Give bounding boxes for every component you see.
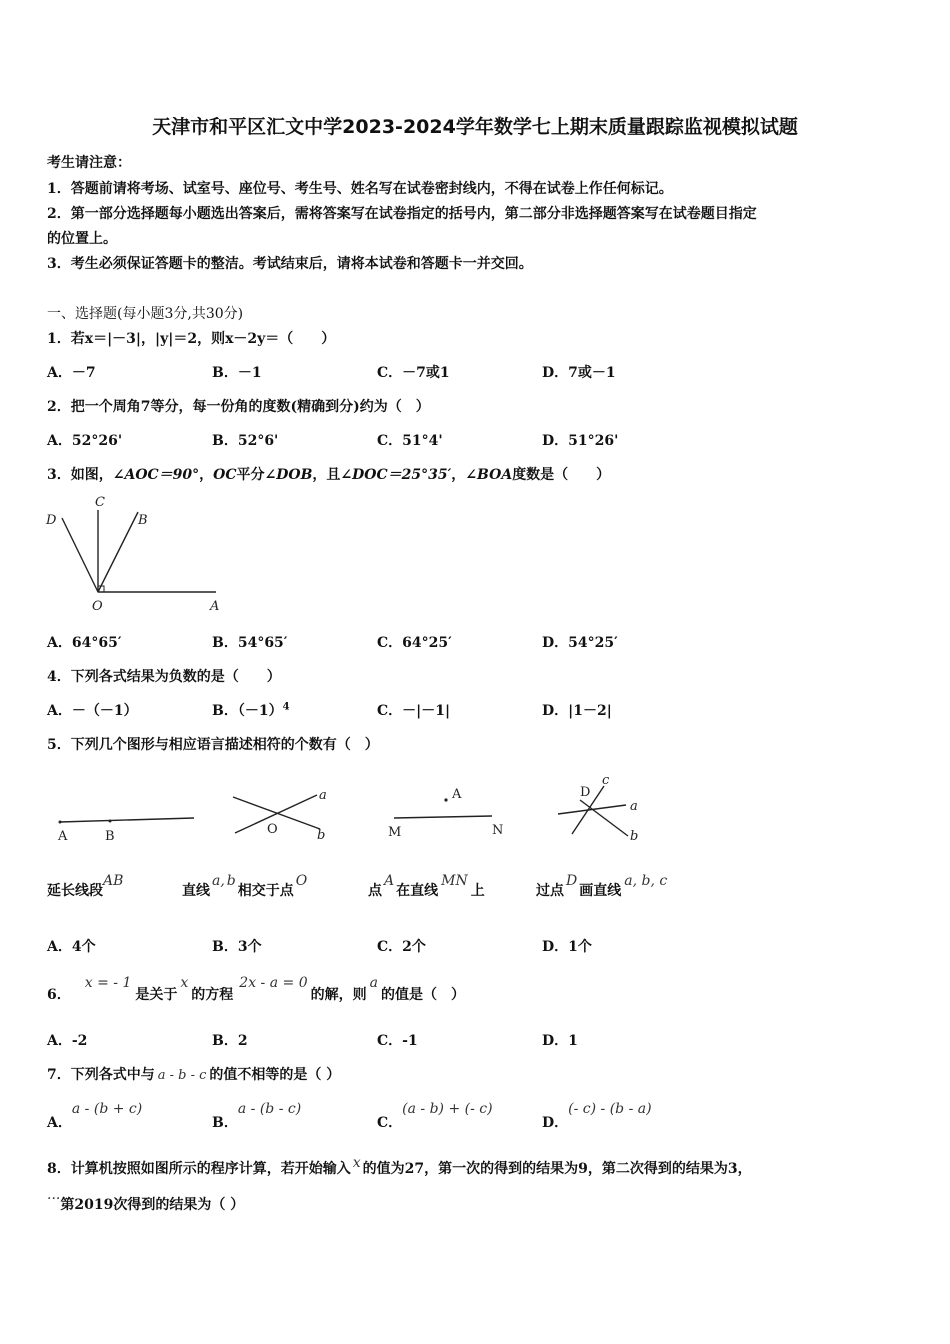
label-a: A [58,829,68,844]
q3-stem-part: ， [451,467,466,483]
line-a [558,805,626,814]
label-b: b [630,829,639,844]
caption-text: 延长线段 [47,883,103,899]
q4-option-a: A．－（－1） [47,703,138,719]
notice-item-2: 2．第一部分选择题每小题选出答案后，需将答案写在试卷指定的括号内，第二部分非选择题答案写在试卷题目指定 [47,206,757,222]
q1-stem: 1．若x＝|－3|，|y|＝2，则x－2y＝（ ） [47,331,336,347]
q6-option-d: D．1 [542,1033,578,1049]
caption-text: 过点 [536,883,564,899]
ray-ob [98,512,138,592]
caption-math: b [226,873,236,889]
q6-math: 2x - a = 0 [239,975,308,991]
caption-math: AB [103,873,124,889]
q4-option-b [212,700,290,720]
caption-text: 上 [470,883,485,899]
q1-option-c: C．－7或1 [377,365,450,381]
caption-text: 在直线 [396,883,439,899]
q5-figure-1 [50,800,210,860]
label-b: B [138,513,148,528]
option-math: (a - b) + (- c) [402,1101,493,1117]
page-title: 天津市和平区汇文中学2023-2024学年数学七上期末质量跟踪监视模拟试题 [152,116,798,138]
caption-math: O [295,873,308,889]
label-a: a [630,799,638,814]
q6-math: x [180,975,189,991]
q3-stem-part: 平分 [236,467,265,483]
q5-caption-1 [47,873,124,900]
q4-option-c: C．－|－1| [377,703,451,719]
q5-caption-2 [182,873,308,900]
option-label: D． [542,1115,569,1131]
label-o: O [92,599,103,614]
caption-text: 直线 [182,883,210,899]
q6-option-a: A．-2 [47,1033,88,1049]
q3-stem-math: ∠DOB [264,467,313,483]
q5-figure-4 [550,772,660,852]
q6-text: 的方程 [191,987,234,1003]
q3-option-a: A．64°65′ [47,635,122,651]
segment-ab-extended [60,818,194,822]
caption-math: a, [212,873,225,889]
option-label: C． [377,1115,403,1131]
label-a: A [452,787,462,802]
caption-math: a, b, c [624,873,668,889]
option-math: a - (b - c) [237,1101,302,1117]
notice-item-1: 1．答题前请将考场、试室号、座位号、考生号、姓名写在试卷密封线内，不得在试卷上作任何标记。 [47,181,673,197]
q7-stem [47,1064,340,1084]
q5-option-d: D．1个 [542,939,592,955]
q5-figure-3 [380,780,520,850]
caption-math: D [566,873,578,889]
q8-ellipsis: ··· [47,1191,61,1207]
caption-text: 点 [368,883,382,899]
q8-text: 的值为27，第一次的得到的结果为9，第二次得到的结果为3， [362,1161,752,1177]
q5-figure-2 [225,785,355,855]
q3-stem-math: ∠AOC＝90° [112,467,200,483]
q7-math: a - b - c [157,1068,207,1083]
q2-option-b: B．52°6' [212,433,279,449]
q6-stem [47,975,465,1004]
q2-option-a: A．52°26' [47,433,123,449]
q6-option-c: C．-1 [377,1033,418,1049]
section-heading: 一、选择题(每小题3分,共30分) [47,306,244,322]
q2-stem: 2．把一个周角7等分，每一份角的度数(精确到分)约为（ ） [47,399,430,415]
q6-text: 的值是（ ） [380,987,465,1003]
q6-text: 的解，则 [310,987,367,1003]
q7-option-a [47,1101,143,1132]
q8-text: 第2019次得到的结果为（ ） [60,1197,245,1213]
q6-math: a [369,975,378,991]
q3-stem-math: ∠BOA [465,467,513,483]
q7-option-d [542,1101,652,1132]
q3-stem-part: ，且 [312,467,341,483]
q1-option-b: B．－1 [212,365,262,381]
point-a [59,821,62,824]
notice-item-3: 3．考生必须保证答题卡的整洁。考试结束后，请将本试卷和答题卡一并交回。 [47,256,533,272]
point-b [109,820,112,823]
ray-od [62,518,98,592]
caption-text: 相交于点 [237,883,294,899]
q5-option-b: B．3个 [212,939,262,955]
q3-option-b: B．54°65′ [212,635,288,651]
q4-option-d: D．|1－2| [542,703,612,719]
label-a: A [210,599,220,614]
q3-angle-figure [40,490,240,620]
q3-option-d: D．54°25′ [542,635,618,651]
label-b: B [105,829,115,844]
q5-caption-4 [536,873,668,900]
label-n: N [492,823,504,838]
q4-option-b-exponent: 4 [282,701,290,713]
q5-option-a: A．4个 [47,939,96,955]
q8-text: 8．计算机按照如图所示的程序计算，若开始输入 [47,1161,351,1177]
option-label: B． [212,1115,238,1131]
q3-stem-part: ， [199,467,214,483]
label-d: D [580,785,591,800]
q7-text: 的值不相等的是（ ） [209,1067,341,1083]
q5-caption-3 [368,873,485,900]
label-c: c [602,773,610,788]
q1-option-d: D．7或－1 [542,365,616,381]
q4-stem: 4．下列各式结果为负数的是（ ） [47,669,281,685]
q3-option-c: C．64°25′ [377,635,452,651]
line-mn [394,816,492,818]
q7-option-c [377,1101,493,1132]
caption-math: A [384,873,395,889]
option-label: A． [47,1115,72,1131]
notice-item-2-cont: 的位置上。 [47,231,117,247]
q7-option-b [212,1101,302,1132]
notice-heading: 考生请注意： [47,155,131,171]
q6-math: x = - 1 [84,975,132,991]
label-c: C [95,495,105,510]
q2-option-d: D．51°26' [542,433,619,449]
q2-option-c: C．51°4' [377,433,443,449]
option-math: a - (b + c) [71,1101,143,1117]
q6-text: 是关于 [135,987,178,1003]
q3-stem-part: 3．如图， [47,467,113,483]
q8-stem-line-1 [47,1155,752,1178]
label-a: a [319,788,327,803]
q3-stem-math: ∠DOC＝25°35′ [340,467,452,483]
q8-math: x [352,1155,361,1171]
option-math: (- c) - (b - a) [568,1101,652,1117]
q6-number: 6． [47,987,71,1003]
q5-stem: 5．下列几个图形与相应语言描述相符的个数有（ ） [47,737,379,753]
caption-text: 画直线 [579,883,622,899]
caption-math: MN [441,873,468,889]
q6-option-b: B．2 [212,1033,248,1049]
q8-stem-line-2 [47,1191,245,1214]
label-d: D [46,513,57,528]
label-o: O [267,822,278,837]
q7-text: 7．下列各式中与 [47,1067,155,1083]
q4-option-b-text: B．（－1） [212,703,283,719]
label-m: M [388,825,402,840]
q3-stem-math: OC [213,467,237,483]
label-b: b [317,828,326,843]
point-a [444,798,447,801]
q3-stem-part: 度数是（ ） [512,467,611,483]
q3-stem [47,464,610,484]
q1-option-a: A．－7 [47,365,96,381]
q5-option-c: C．2个 [377,939,426,955]
